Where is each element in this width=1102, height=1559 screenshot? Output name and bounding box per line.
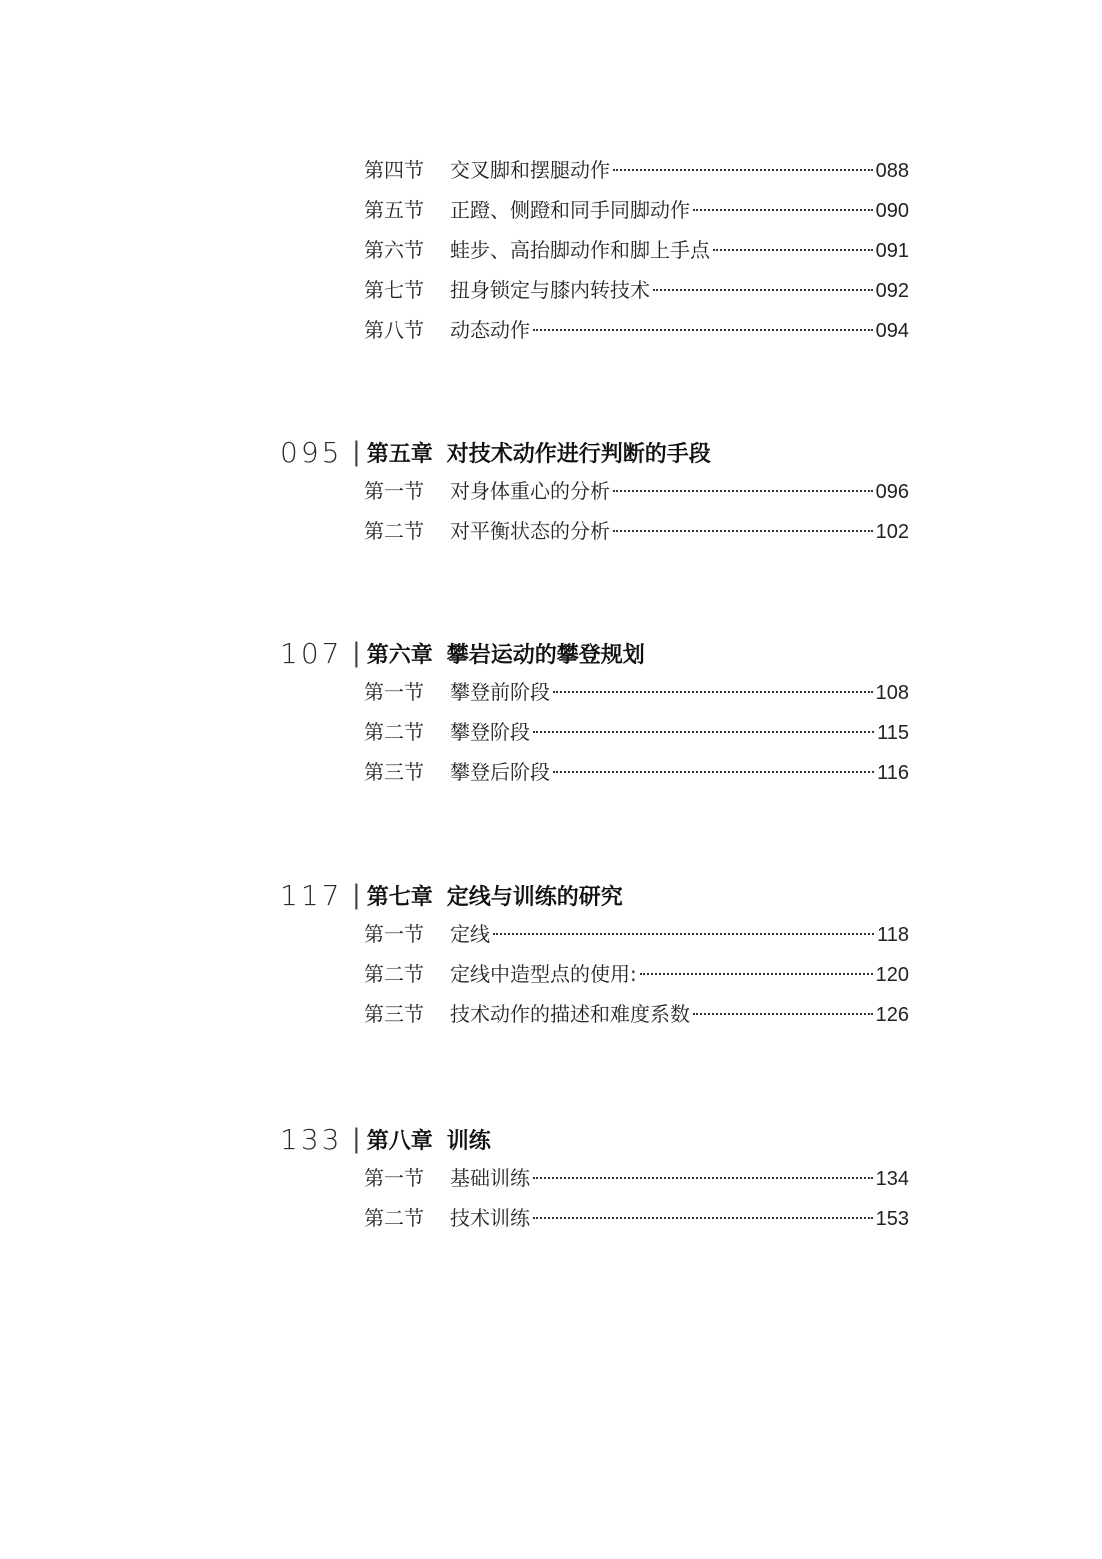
dot-leader [653, 289, 873, 291]
section-page-number: 120 [875, 964, 909, 986]
section-page-number: 153 [875, 1208, 909, 1230]
toc-entry[interactable] [364, 998, 909, 1030]
toc-entry[interactable] [364, 314, 909, 346]
dot-leader [533, 1217, 873, 1219]
toc-entry[interactable] [364, 1162, 909, 1194]
section-label: 第五节 [364, 198, 424, 222]
toc-entry[interactable] [364, 958, 909, 990]
chapter-title: 定线与训练的研究 [446, 884, 623, 910]
section-page-number: 115 [877, 722, 909, 744]
section-title: 定线中造型点的使用: [450, 962, 637, 986]
chapter-page-number: 133 [280, 1122, 343, 1156]
section-label: 第二节 [364, 962, 424, 986]
section-label: 第八节 [364, 318, 424, 342]
chapter-heading[interactable] [280, 875, 920, 915]
dot-leader [553, 771, 874, 773]
dot-leader [693, 1013, 873, 1015]
section-label: 第一节 [364, 922, 424, 946]
dot-leader [533, 1177, 873, 1179]
section-title: 攀登前阶段 [450, 680, 550, 704]
section-label: 第三节 [364, 760, 424, 784]
chapter-separator: | [352, 880, 361, 910]
section-title: 攀登后阶段 [450, 760, 550, 784]
section-title: 技术动作的描述和难度系数 [450, 1002, 690, 1026]
dot-leader [493, 933, 874, 935]
dot-leader [553, 691, 873, 693]
chapter-page-number: 095 [280, 435, 343, 469]
section-title: 动态动作 [450, 318, 530, 342]
dot-leader [613, 490, 873, 492]
chapter-label: 第七章 [366, 884, 433, 910]
toc-entry[interactable] [364, 154, 909, 186]
section-page-number: 094 [875, 320, 909, 342]
chapter-title: 攀岩运动的攀登规划 [446, 642, 645, 668]
toc-entry[interactable] [364, 194, 909, 226]
toc-entry[interactable] [364, 676, 909, 708]
toc-entry[interactable] [364, 274, 909, 306]
dot-leader [533, 731, 874, 733]
chapter-page-number: 117 [280, 878, 343, 912]
section-title: 正蹬、侧蹬和同手同脚动作 [450, 198, 690, 222]
dot-leader [613, 169, 873, 171]
section-label: 第一节 [364, 479, 424, 503]
section-title: 对平衡状态的分析 [450, 519, 610, 543]
chapter-title: 训练 [446, 1128, 491, 1154]
chapter-separator: | [352, 638, 361, 668]
section-title: 对身体重心的分析 [450, 479, 610, 503]
section-label: 第二节 [364, 519, 424, 543]
section-label: 第二节 [364, 1206, 424, 1230]
chapter-heading[interactable] [280, 633, 920, 673]
section-page-number: 126 [875, 1004, 909, 1026]
chapter-separator: | [352, 1124, 361, 1154]
chapter-separator: | [352, 437, 361, 467]
toc-entry[interactable] [364, 1202, 909, 1234]
dot-leader [640, 973, 873, 975]
dot-leader [693, 209, 873, 211]
section-page-number: 092 [875, 280, 909, 302]
section-label: 第一节 [364, 1166, 424, 1190]
dot-leader [613, 530, 873, 532]
toc-entry[interactable] [364, 756, 909, 788]
section-label: 第一节 [364, 680, 424, 704]
section-page-number: 088 [875, 160, 909, 182]
chapter-title: 对技术动作进行判断的手段 [446, 441, 711, 467]
section-page-number: 102 [875, 521, 909, 543]
toc-entry[interactable] [364, 475, 909, 507]
section-page-number: 090 [875, 200, 909, 222]
toc-entry[interactable] [364, 918, 909, 950]
toc-entry[interactable] [364, 515, 909, 547]
section-label: 第三节 [364, 1002, 424, 1026]
section-title: 交叉脚和摆腿动作 [450, 158, 610, 182]
section-title: 蛙步、高抬脚动作和脚上手点 [450, 238, 710, 262]
section-title: 技术训练 [450, 1206, 530, 1230]
section-page-number: 096 [875, 481, 909, 503]
section-page-number: 134 [875, 1168, 909, 1190]
section-title: 扭身锁定与膝内转技术 [450, 278, 650, 302]
section-label: 第六节 [364, 238, 424, 262]
section-label: 第二节 [364, 720, 424, 744]
chapter-page-number: 107 [280, 636, 343, 670]
section-label: 第四节 [364, 158, 424, 182]
section-label: 第七节 [364, 278, 424, 302]
section-title: 基础训练 [450, 1166, 530, 1190]
chapter-heading[interactable] [280, 432, 920, 472]
dot-leader [713, 249, 873, 251]
chapter-label: 第六章 [366, 642, 433, 668]
section-page-number: 091 [875, 240, 909, 262]
toc-entry[interactable] [364, 234, 909, 266]
section-title: 攀登阶段 [450, 720, 530, 744]
section-title: 定线 [450, 922, 490, 946]
chapter-label: 第五章 [366, 441, 433, 467]
section-page-number: 118 [877, 924, 909, 946]
section-page-number: 116 [877, 762, 909, 784]
section-page-number: 108 [875, 682, 909, 704]
toc-entry[interactable] [364, 716, 909, 748]
chapter-heading[interactable] [280, 1119, 920, 1159]
chapter-label: 第八章 [366, 1128, 433, 1154]
dot-leader [533, 329, 873, 331]
